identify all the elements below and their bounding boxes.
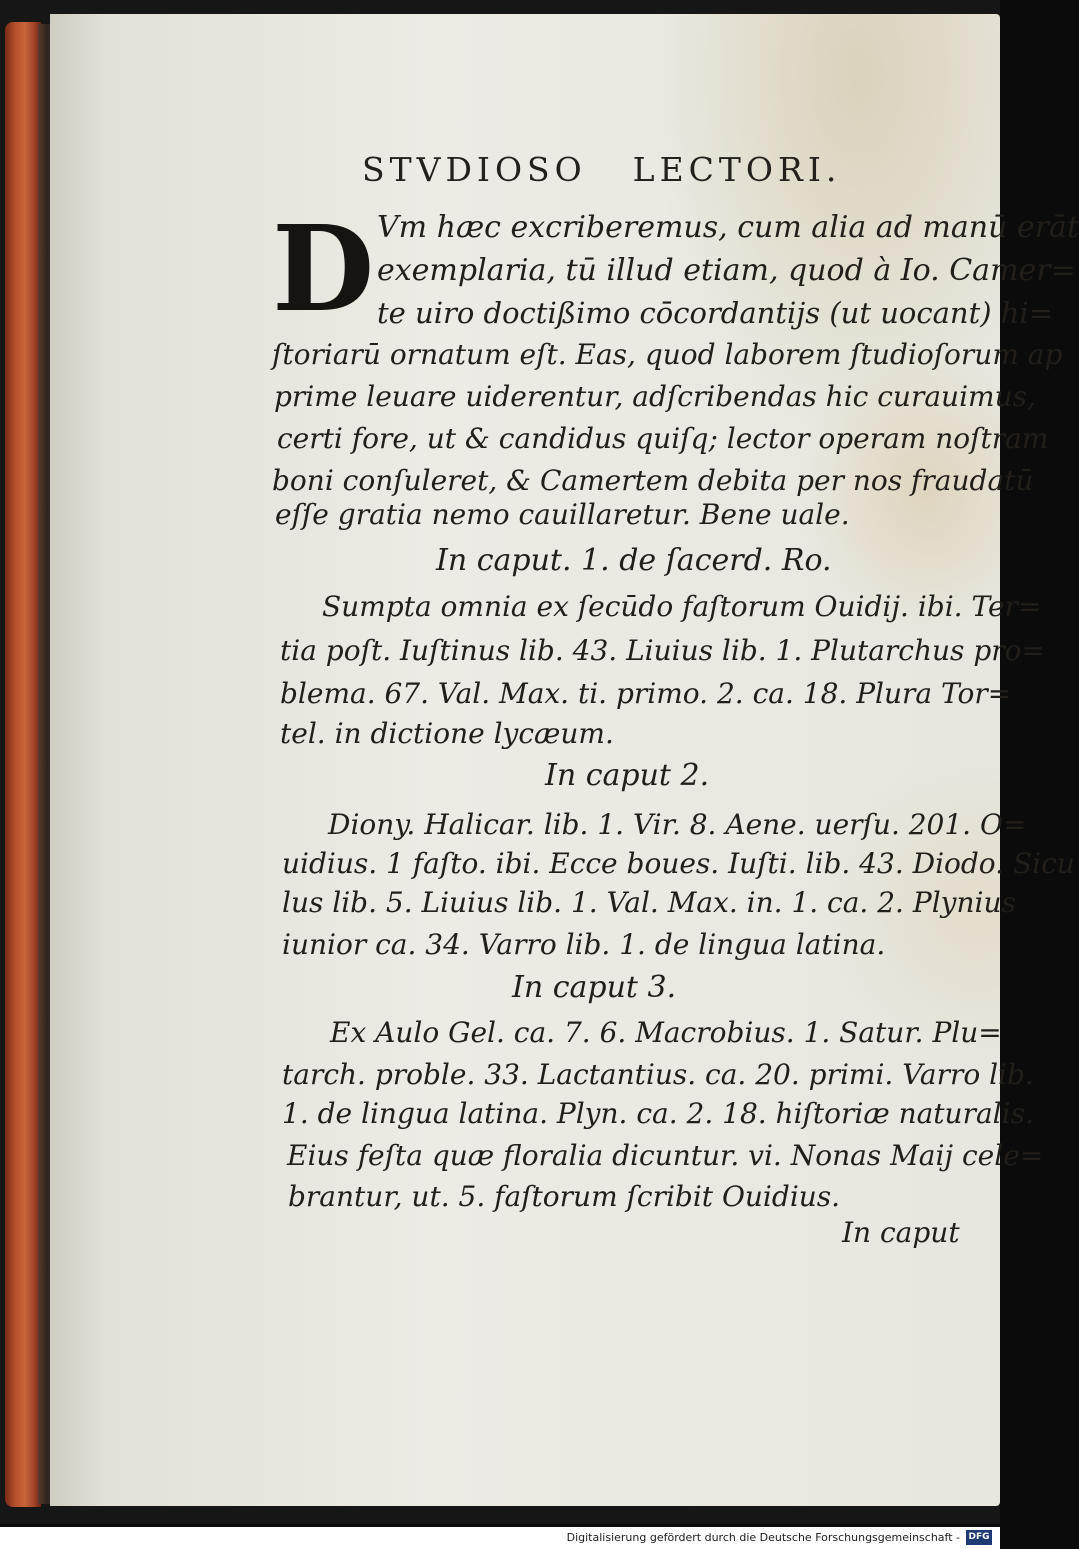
text-line: eſſe gratia nemo cauillaretur. Bene uale. (275, 498, 850, 531)
heading-word-1: STVDIOSO (362, 150, 587, 189)
catchword: In caput (842, 1216, 960, 1249)
text-line: tel. in dictione lycæum. (280, 717, 614, 750)
footer-bar (0, 1527, 1000, 1549)
text-line: lus lib. 5. Liuius lib. 1. Val. Max. in. 1. ca. 2. Plynius (282, 886, 1016, 919)
section-title-2: In caput 2. (545, 758, 710, 793)
text-line: tia poſt. Iuſtinus lib. 43. Liuius lib. 1. Plutarchus pro= (280, 634, 1045, 667)
section-title-3: In caput 3. (512, 970, 677, 1005)
text-line: te uiro doctißimo cōcordantijs (ut uocant) hi= (377, 296, 1054, 330)
text-line: Ex Aulo Gel. ca. 7. 6. Macrobius. 1. Satur. Plu= (330, 1016, 1002, 1049)
text-line: Sumpta omnia ex ſecūdo faſtorum Ouidij. ibi. Ter= (322, 590, 1042, 623)
section-title-1: In caput. 1. de ſacerd. Ro. (436, 543, 832, 578)
text-line: brantur, ut. 5. faſtorum ſcribit Ouidius. (288, 1180, 841, 1213)
text-line: prime leuare uiderentur, adſcribendas hic curauimus, (274, 380, 1036, 413)
text-line: uidius. 1 faſto. ibi. Ecce boues. Iuſti. lib. 43. Diodo. Sicu (282, 847, 1075, 880)
page-heading (362, 150, 841, 189)
text-line: iunior ca. 34. Varro lib. 1. de lingua latina. (282, 928, 886, 961)
text-line: 1. de lingua latina. Plyn. ca. 2. 18. hiſtoriæ naturalis. (282, 1097, 1034, 1130)
text-line: ſtoriarū ornatum eſt. Eas, quod laborem ſtudioſorum ap (272, 338, 1063, 371)
drop-initial: D (272, 199, 375, 338)
text-line: blema. 67. Val. Max. ti. primo. 2. ca. 18. Plura Tor= (280, 677, 1012, 710)
text-line: Diony. Halicar. lib. 1. Vir. 8. Aene. uerſu. 201. O= (328, 808, 1027, 841)
text-line: boni conſuleret, & Camertem debita per nos fraudatū (272, 464, 1034, 497)
text-line: Eius feſta quæ floralia dicuntur. vi. Nonas Maij cele= (287, 1139, 1044, 1172)
text-line: tarch. proble. 33. Lactantius. ca. 20. primi. Varro lib. (282, 1058, 1034, 1091)
text-line: certi fore, ut & candidus quiſq; lector operam noſtram (277, 422, 1049, 455)
text-line: Vm hæc excriberemus, cum alia ad manū erāt (377, 210, 1079, 245)
heading-word-2: LECTORI. (632, 150, 842, 189)
dfg-logo: DFG (966, 1530, 992, 1545)
text-line: exemplaria, tū illud etiam, quod à Io. Camer= (377, 253, 1076, 288)
footer-credit-text: Digitalisierung gefördert durch die Deutsche Forschungsgemeinschaft - (566, 1531, 960, 1544)
